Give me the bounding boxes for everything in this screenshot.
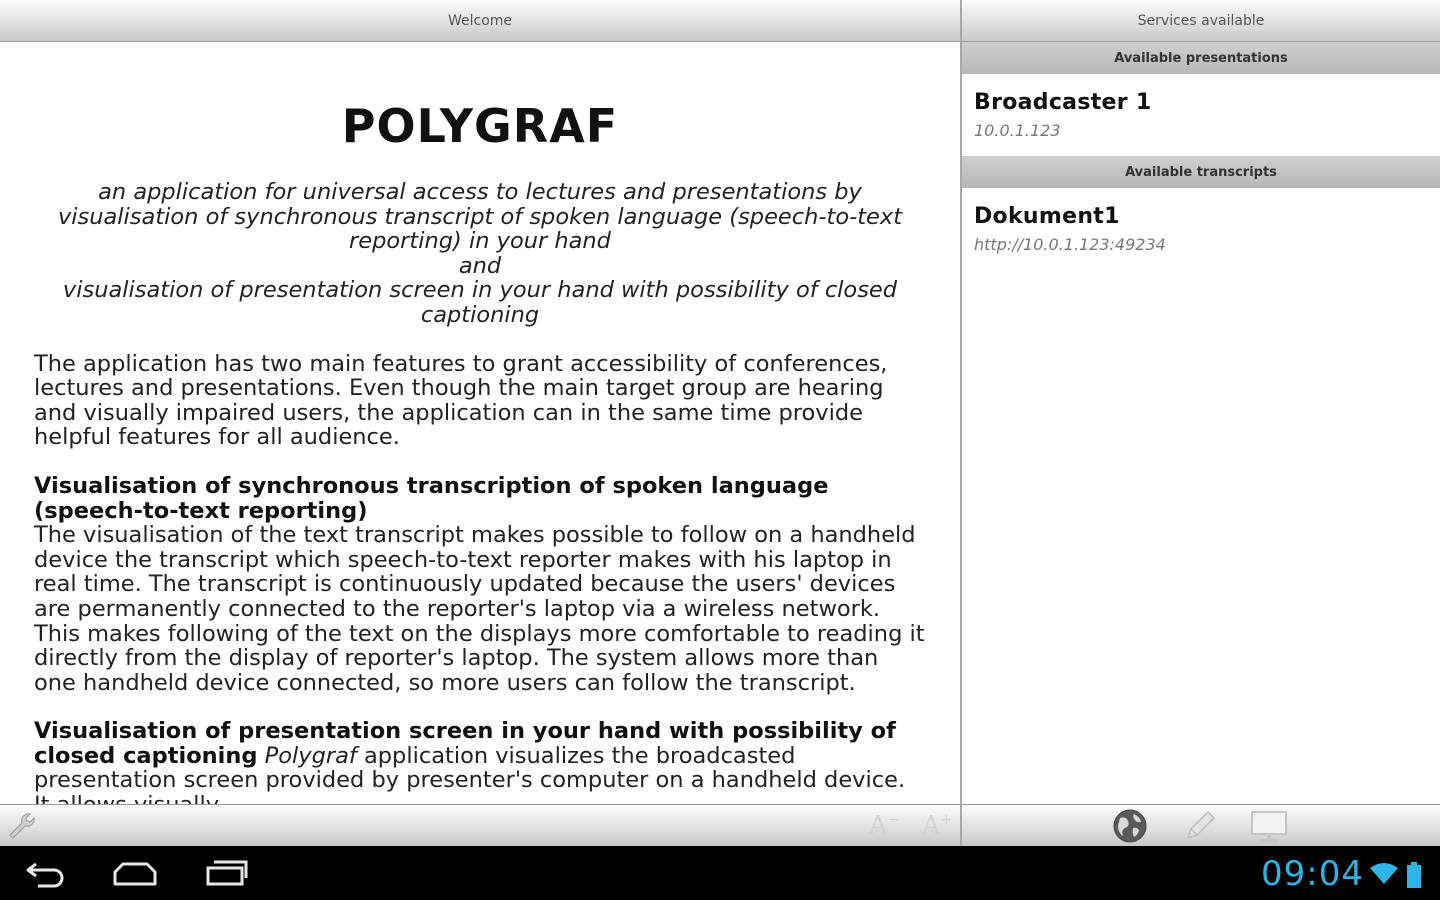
welcome-header bbox=[0, 0, 960, 42]
font-decrease-label: A bbox=[868, 811, 888, 841]
subtitle-line: captioning bbox=[420, 301, 540, 328]
feature2-app-name: Polygraf bbox=[264, 742, 357, 769]
wrench-icon[interactable] bbox=[4, 809, 40, 843]
home-icon[interactable] bbox=[110, 856, 160, 890]
feature2-heading: Visualisation of presentation screen in your hand with possibility of closed captioning bbox=[34, 718, 896, 769]
system-clock: 09:04 bbox=[1261, 854, 1364, 894]
right-toolbar bbox=[962, 804, 1440, 846]
app-subtitle bbox=[34, 180, 926, 328]
welcome-title: Welcome bbox=[447, 12, 513, 29]
intro-paragraph: The application has two main features to grant accessibility of conferences, lectures and presentations. Even though the main target group are hearing and visually impaired users, the application can in the same time provide helpful features for all audience. bbox=[34, 350, 888, 451]
font-decrease-button[interactable] bbox=[866, 811, 902, 841]
system-navigation-bar bbox=[0, 846, 1440, 900]
services-header bbox=[962, 0, 1440, 42]
app-title: POLYGRAF bbox=[341, 99, 619, 153]
battery-icon bbox=[1404, 860, 1424, 890]
font-increase-label: A bbox=[921, 811, 941, 841]
presentations-header-label: Available presentations bbox=[1114, 50, 1288, 66]
transcript-address: http://10.0.1.123:49234 bbox=[974, 235, 1166, 254]
presentations-section-header bbox=[962, 42, 1440, 74]
subtitle-line: and bbox=[458, 252, 502, 279]
plus-icon: + bbox=[940, 812, 953, 828]
subtitle-line: visualisation of presentation screen in your hand with possibility of closed bbox=[62, 277, 898, 304]
subtitle-line: reporting) in your hand bbox=[349, 228, 611, 255]
back-icon[interactable] bbox=[22, 856, 70, 890]
transcripts-header-label: Available transcripts bbox=[1125, 164, 1277, 180]
presentation-name: Broadcaster 1 bbox=[974, 90, 1152, 115]
feature1-body: The visualisation of the text transcript makes possible to follow on a handheld device the transcript which speech-to-text reporter makes with his laptop in real time. The transcript is continuously updated because the users' devices are permanently connected to the reporter's laptop via a wireless network. This makes following of the text on the displays more comfortable to reading it directly from the display of reporter's laptop. The system allows more than one handheld device connected, so more users can follow the transcript. bbox=[34, 522, 925, 696]
subtitle-line: an application for universal access to lectures and presentations by bbox=[98, 179, 862, 205]
presentation-item[interactable] bbox=[962, 74, 1440, 156]
services-title: Services available bbox=[1137, 12, 1265, 29]
font-increase-button[interactable] bbox=[918, 811, 956, 841]
feature1-section bbox=[34, 474, 926, 695]
pencil-icon[interactable] bbox=[1180, 807, 1220, 845]
transcripts-section-header bbox=[962, 156, 1440, 188]
feature1-heading: Visualisation of synchronous transcription of spoken language (speech-to-text reporting) bbox=[34, 472, 829, 524]
minus-icon: − bbox=[887, 812, 900, 828]
globe-icon[interactable] bbox=[1110, 807, 1150, 845]
monitor-icon[interactable] bbox=[1248, 807, 1290, 845]
feature2-body: application visualizes the broadcasted presentation screen provided by presenter's computer on a handheld device. bbox=[34, 742, 906, 794]
left-toolbar bbox=[0, 804, 960, 846]
feature2-section bbox=[34, 719, 926, 817]
welcome-content[interactable] bbox=[0, 42, 960, 804]
transcript-item[interactable] bbox=[962, 188, 1440, 270]
transcript-name: Dokument1 bbox=[974, 204, 1120, 229]
wifi-icon bbox=[1368, 860, 1400, 888]
presentation-address: 10.0.1.123 bbox=[974, 121, 1061, 140]
subtitle-line: visualisation of synchronous transcript of spoken language (speech-to-text bbox=[57, 203, 903, 230]
recent-apps-icon[interactable] bbox=[200, 856, 252, 890]
services-panel bbox=[962, 42, 1440, 804]
